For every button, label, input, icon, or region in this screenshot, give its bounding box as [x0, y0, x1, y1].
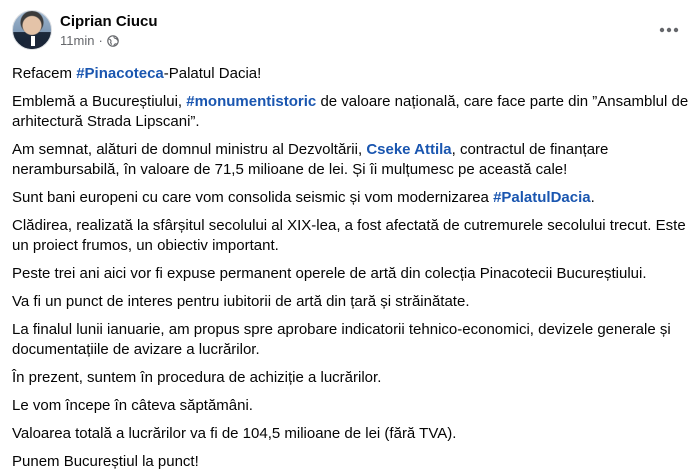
paragraph-8: La finalul lunii ianuarie, am propus spre aprobare indicatorii tehnico-economici, devizele generale și documentațiile de avizare a lucrărilor.: [12, 321, 671, 358]
paragraph-11: Valoarea totală a lucrărilor va fi de 104,5 milioane de lei (fără TVA).: [12, 425, 457, 442]
hashtag-pinacoteca[interactable]: #Pinacoteca: [76, 65, 164, 82]
paragraph-5: Clădirea, realizată la sfârșitul secolului al XIX-lea, a fost afectată de cutremurele secolului trecut. Este un proiect frumos, un obiectiv important.: [12, 217, 686, 254]
paragraph-2: Emblemă a Bucureștiului, #monumentistoric de valoare națională, care face parte din ”Ansamblul de arhitectură Strada Lipscani”.: [12, 93, 689, 130]
more-options-button[interactable]: [657, 18, 681, 42]
paragraph-9: În prezent, suntem în procedura de achiziție a lucrărilor.: [12, 369, 382, 386]
paragraph-10: Le vom începe în câteva săptămâni.: [12, 397, 253, 414]
post-timestamp[interactable]: 11min: [60, 32, 95, 48]
paragraph-12: Punem Bucureștiul la punct!: [12, 453, 199, 470]
globe-icon[interactable]: [107, 35, 119, 47]
post-body: [12, 64, 692, 470]
hashtag-monumentistoric[interactable]: #monumentistoric: [186, 93, 317, 110]
paragraph-4: Sunt bani europeni cu care vom consolida seismic și vom modernizarea #PalatulDacia.: [12, 189, 595, 206]
mention-cseke-attila[interactable]: Cseke Attila: [366, 141, 452, 158]
author-name[interactable]: Ciprian Ciucu: [60, 12, 158, 30]
paragraph-6: Peste trei ani aici vor fi expuse permanent operele de artă din colecția Pinacotecii Bucureștiului.: [12, 265, 647, 282]
hashtag-palatuldacia[interactable]: #PalatulDacia: [493, 189, 591, 206]
paragraph-7: Va fi un punct de interes pentru iubitorii de artă din țară și străinătate.: [12, 293, 470, 310]
more-horizontal-icon: [659, 27, 679, 33]
post-subline: [60, 33, 158, 49]
meta-separator: ·: [98, 32, 103, 48]
post-meta: [60, 12, 158, 49]
avatar[interactable]: [12, 10, 52, 50]
paragraph-1: Refacem #Pinacoteca-Palatul Dacia!: [12, 65, 262, 82]
post-header: [12, 10, 158, 50]
paragraph-3: Am semnat, alături de domnul ministru al Dezvoltării, Cseke Attila, contractul de finanțare nerambursabilă, în valoare de 71,5 milioane de lei. Și îi mulțumesc pe această cale!: [12, 141, 609, 178]
